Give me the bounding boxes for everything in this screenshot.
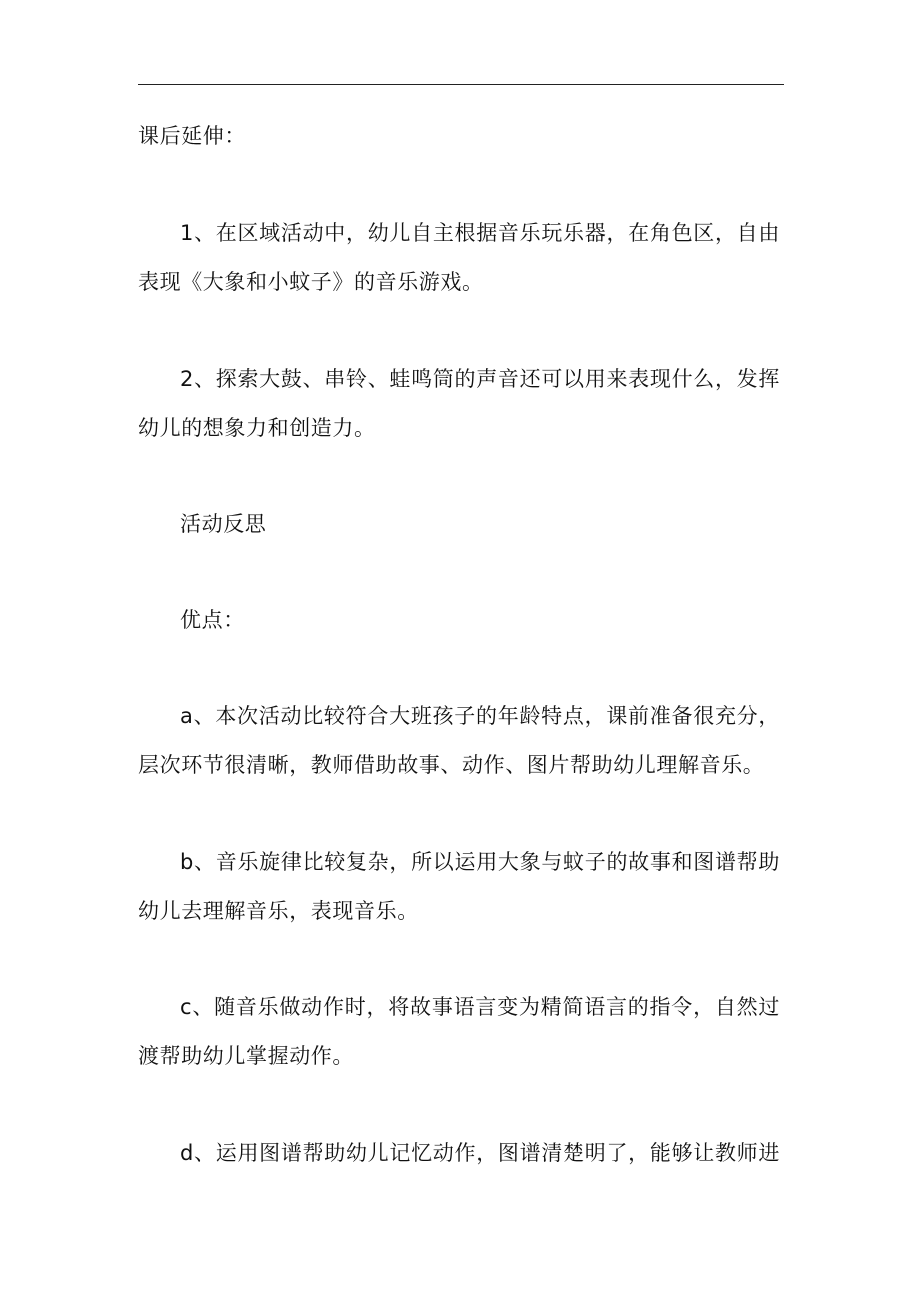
strength-item-c-line-1: c、随音乐做动作时，将故事语言变为精简语言的指令，自然过 [180, 995, 780, 1019]
extension-item-2-line-2: 幼儿的想象力和创造力。 [138, 416, 376, 440]
strength-item-a-line-2: 层次环节很清晰，教师借助故事、动作、图片帮助幼儿理解音乐。 [138, 753, 765, 777]
extension-item-1-line-2: 表现《大象和小蚊子》的音乐游戏。 [138, 270, 484, 294]
header-rule [138, 84, 784, 85]
heading-extension: 课后延伸： [138, 124, 246, 148]
strength-item-b-line-2: 幼儿去理解音乐，表现音乐。 [138, 899, 419, 923]
heading-reflection: 活动反思 [180, 512, 267, 536]
strength-item-b-line-1: b、音乐旋律比较复杂，所以运用大象与蚊子的故事和图谱帮助 [180, 850, 780, 874]
strength-item-a-line-1: a、本次活动比较符合大班孩子的年龄特点，课前准备很充分， [180, 704, 780, 728]
strength-item-c-line-2: 渡帮助幼儿掌握动作。 [138, 1044, 354, 1068]
extension-item-1-line-1: 1、在区域活动中，幼儿自主根据音乐玩乐器，在角色区，自由 [180, 221, 780, 245]
extension-item-2-line-1: 2、探索大鼓、串铃、蛙鸣筒的声音还可以用来表现什么，发挥 [180, 367, 780, 391]
strength-item-d-line-1: d、运用图谱帮助幼儿记忆动作，图谱清楚明了，能够让教师进 [180, 1141, 780, 1165]
heading-strengths: 优点： [180, 608, 245, 632]
